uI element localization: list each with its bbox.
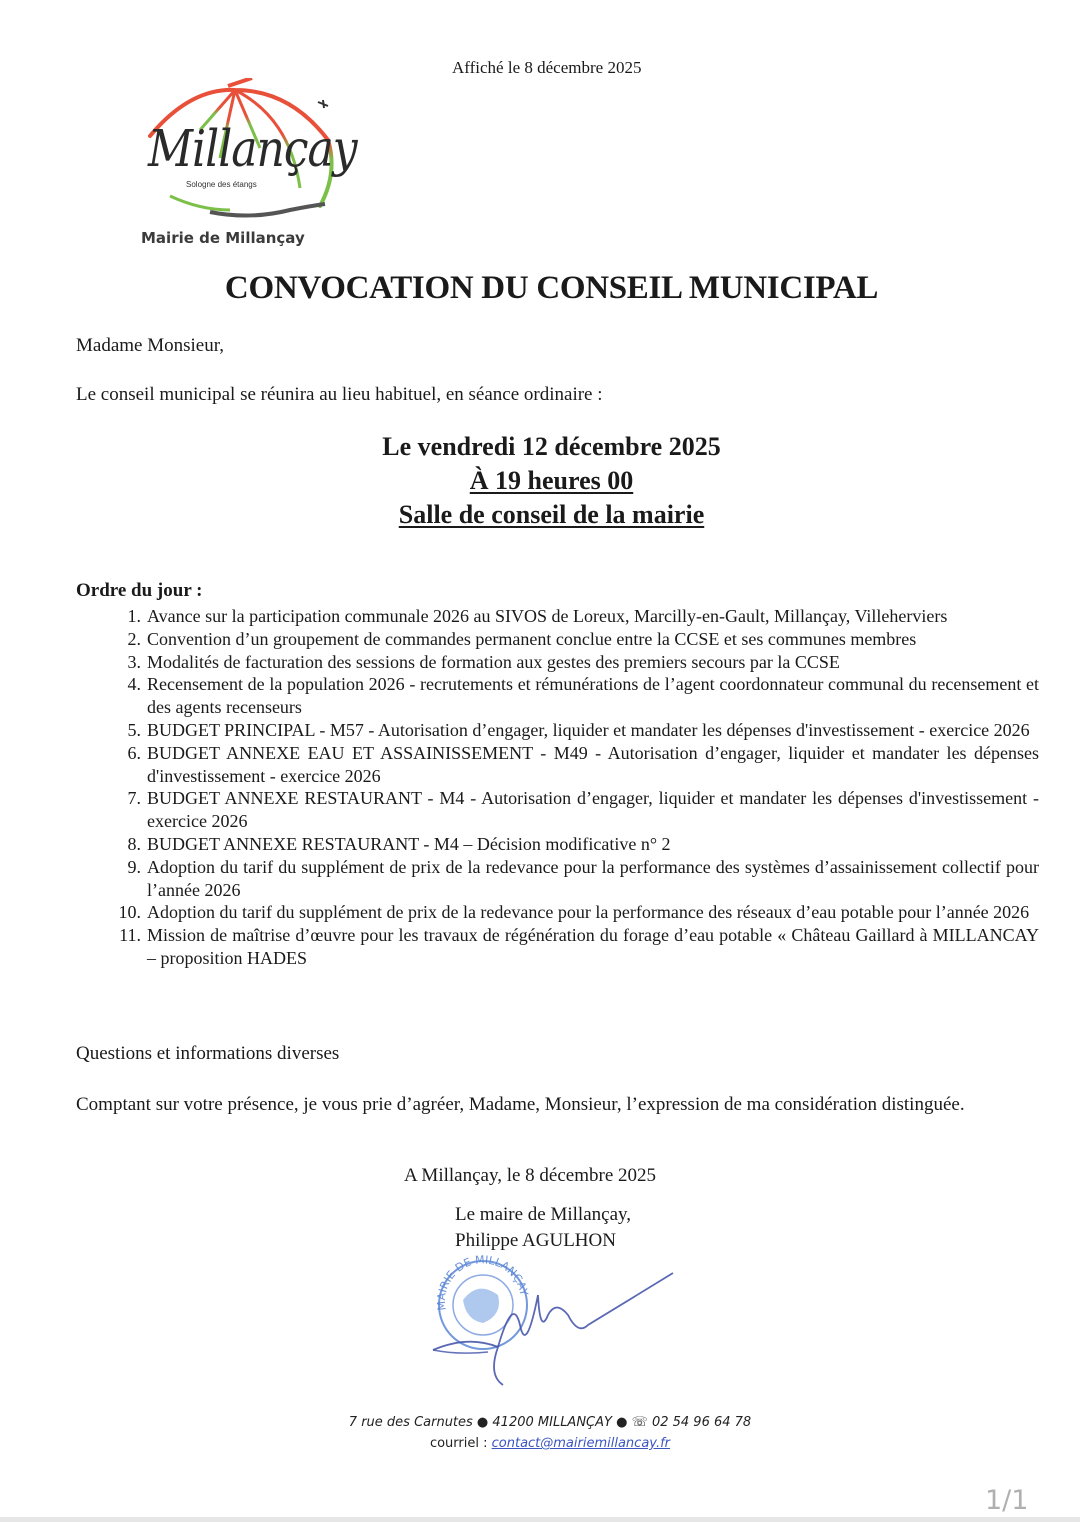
agenda-item: 9. Adoption du tarif du supplément de prix de la redevance pour la performance des systèmes d’assainissement collectif pour l’année 2026 [127, 856, 1039, 900]
stamp-and-signature [428, 1255, 688, 1395]
agenda-list [76, 605, 1039, 970]
document-title: CONVOCATION DU CONSEIL MUNICIPAL [224, 270, 879, 306]
agenda-item: 3. Modalités de facturation des sessions de formation aux gestes des premiers secours par la CCSE [127, 651, 840, 672]
meeting-details [0, 430, 1080, 532]
signer-name: Philippe AGULHON [455, 1230, 616, 1251]
signer-block [455, 1202, 631, 1254]
meeting-time: À 19 heures 00 [469, 466, 634, 495]
email-link[interactable]: contact@mairiemillancay.fr [491, 1436, 671, 1451]
agenda-item: 8. BUDGET ANNEXE RESTAURANT - M4 – Décision modificative n° 2 [127, 833, 671, 854]
meeting-date: Le vendredi 12 décembre 2025 [382, 432, 721, 461]
logo-wordmark: Millançay [148, 120, 357, 179]
meeting-location: Salle de conseil de la mairie [398, 500, 705, 529]
agenda-item: 2. Convention d’un groupement de commandes permanent conclue entre la CCSE et ses communes membres [127, 628, 917, 649]
email-label: courriel : [429, 1436, 492, 1451]
logo-tagline: Sologne des étangs [186, 180, 257, 189]
agenda-item: 11. Mission de maîtrise d’œuvre pour les travaux de régénération du forage d’eau potable « Château Gaillard à MILLANCAY – proposition HADES [119, 925, 1039, 968]
salutation: Madame Monsieur, [76, 335, 225, 356]
mairie-label: Mairie de Millançay [141, 229, 305, 247]
intro-text: Le conseil municipal se réunira au lieu habituel, en séance ordinaire : [76, 384, 603, 405]
agenda-item: 1. Avance sur la participation communale 2026 au SIVOS de Loreux, Marcilly-en-Gault, Millançay, Villeherviers [127, 606, 948, 626]
signer-title: Le maire de Millançay, [455, 1204, 632, 1225]
footer-contact [0, 1436, 1080, 1451]
agenda-item: 6. BUDGET ANNEXE EAU ET ASSAINISSEMENT - M49 - Autorisation d’engager, liquider et mandater les dépenses d'investissement - exercice 2026 [127, 742, 1039, 786]
posted-date: Affiché le 8 décembre 2025 [452, 58, 642, 77]
viewer-bottom-bar [0, 1517, 1080, 1522]
place-date: A Millançay, le 8 décembre 2025 [404, 1165, 657, 1186]
agenda-item: 4. Recensement de la population 2026 - recrutements et rémunérations de l’agent coordonnateur communal du recensement et des agents recenseurs [127, 674, 1039, 718]
agenda-item: 7. BUDGET ANNEXE RESTAURANT - M4 - Autorisation d’engager, liquider et mandater les dépenses d'investissement - exercice 2026 [127, 788, 1039, 832]
agenda-item: 10. Adoption du tarif du supplément de prix de la redevance pour la performance des réseaux d’eau potable pour l’année 2026 [118, 902, 1030, 923]
agenda-title: Ordre du jour : [76, 580, 203, 601]
svg-text:MAIRIE DE MILLANÇAY: MAIRIE DE MILLANÇAY [434, 1255, 531, 1312]
official-stamp-icon [428, 1255, 688, 1395]
closing-text: Comptant sur votre présence, je vous prie d’agréer, Madame, Monsieur, l’expression de ma considération distinguée. [76, 1094, 965, 1115]
footer-address: 7 rue des Carnutes ● 41200 MILLANÇAY ● ☏ 02 54 96 64 78 [348, 1415, 752, 1430]
page-indicator: 1/1 [985, 1485, 1029, 1516]
questions-text: Questions et informations diverses [76, 1043, 340, 1064]
agenda-item: 5. BUDGET PRINCIPAL - M57 - Autorisation d’engager, liquider et mandater les dépenses d'investissement - exercice 2026 [127, 719, 1030, 740]
